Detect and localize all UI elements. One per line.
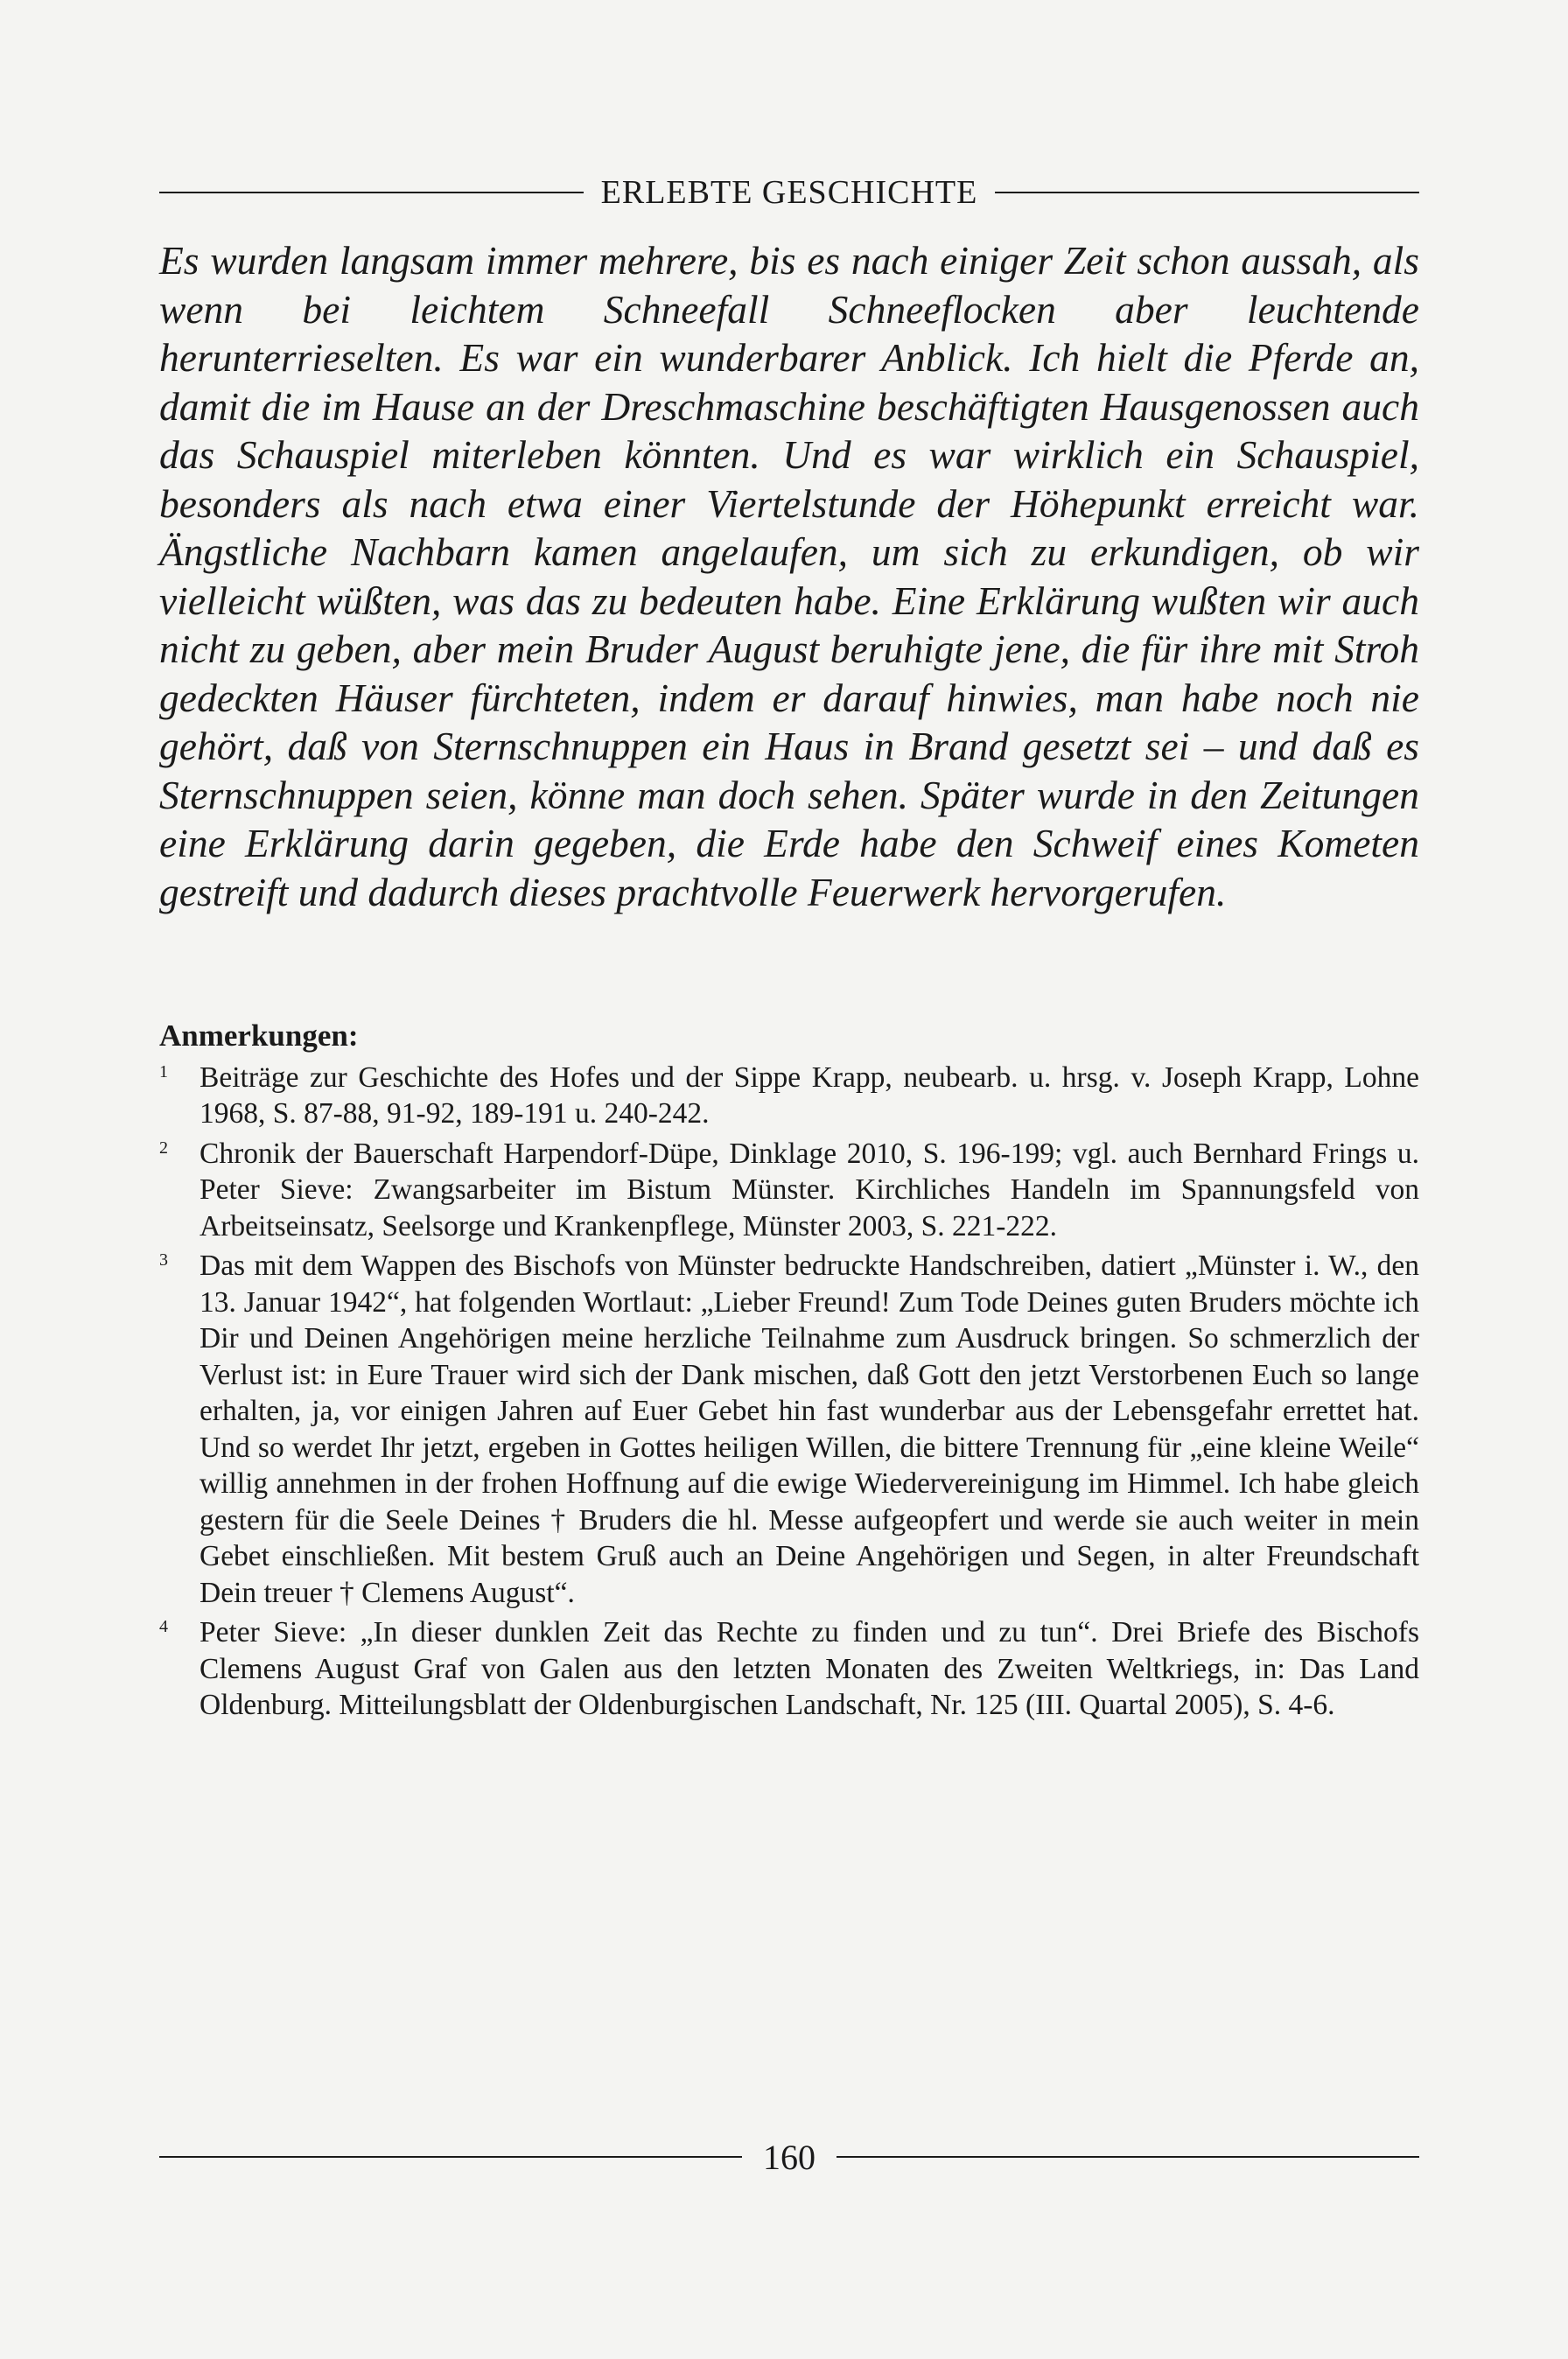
header-rule-left <box>159 192 584 193</box>
note-item <box>159 1136 1419 1245</box>
running-header <box>159 166 1419 219</box>
note-item <box>159 1060 1419 1132</box>
note-number: 2 <box>159 1138 168 1158</box>
notes-heading: Anmerkungen: <box>159 1018 359 1053</box>
note-item <box>159 1248 1419 1611</box>
story-text-block <box>159 236 1419 916</box>
header-rule-right <box>995 192 1419 193</box>
footer-rule-right <box>836 2156 1419 2158</box>
story-paragraph: Es wurden langsam immer mehrere, bis es nach einiger Zeit schon aussah, als wenn bei leichtem Schneefall Schneeflocken aber leuchtende herunterrieselten. Es war ein wunderbarer Anblick. Ich hielt die Pferde an, damit die im Hause an der Dreschmaschine beschäftigten Hausgenossen auch das Schauspiel miterleben könnten. Und es war wirklich ein Schauspiel, besonders als nach etwa einer Viertelstunde der Höhepunkt erreicht war. Ängstliche Nachbarn kamen angelaufen, um sich zu erkundigen, ob wir vielleicht wüßten, was das zu bedeuten habe. Eine Erklärung wußten wir auch nicht zu geben, aber mein Bruder August beruhigte jene, die für ihre mit Stroh gedeckten Häuser fürchteten, indem er darauf hinwies, man habe noch nie gehört, daß von Sternschnuppen ein Haus in Brand gesetzt sei – und daß es Sternschnuppen seien, könne man doch sehen. Später wurde in den Zeitungen eine Erklärung darin gegeben, die Erde habe den Schweif eines Kometen gestreift und dadurch dieses prachtvolle Feuerwerk hervorgerufen. <box>159 238 1419 914</box>
footer-rule-left <box>159 2156 742 2158</box>
note-number: 3 <box>159 1250 168 1270</box>
note-text: Chronik der Bauerschaft Harpendorf-Düpe, Dinklage 2010, S. 196-199; vgl. auch Bernhard Frings u. Peter Sieve: Zwangsarbeiter im Bistum Münster. Kirchliches Handeln im Spannungsfeld von Arbeitseinsatz, Seelsorge und Krankenpflege, Münster 2003, S. 221-222. <box>200 1137 1419 1242</box>
note-item <box>159 1614 1419 1724</box>
note-text: Das mit dem Wappen des Bischofs von Münster bedruckte Handschreiben, datiert „Münster i. W., den 13. Januar 1942“, hat folgenden Wortlaut: „Lieber Freund! Zum Tode Deines guten Bruders möchte ich Dir und Deinen Angehörigen meine herzliche Teilnahme zum Ausdruck bringen. So schmerzlich der Verlust ist: in Eure Trauer wird sich der Dank mischen, daß Gott den jetzt Verstorbenen Euch so lange erhalten, ja, vor einigen Jahren auf Euer Gebet hin fast wunderbar aus der Lebensgefahr errettet hat. Und so werdet Ihr jetzt, ergeben in Gottes heiligen Willen, die bittere Trennung für „eine kleine Weile“ willig annehmen in der frohen Hoffnung auf die ewige Wiedervereinigung im Himmel. Ich habe gleich gestern für die Seele Deines † Bruders die hl. Messe aufgeopfert und werde sie auch weiter in mein Gebet einschließen. Mit bestem Gruß auch an Deine Angehörigen und Segen, in alter Freundschaft Dein treuer † Clemens August“. <box>200 1250 1419 1609</box>
note-text: Beiträge zur Geschichte des Hofes und der Sippe Krapp, neubearb. u. hrsg. v. Joseph Krapp, Lohne 1968, S. 87-88, 91-92, 189-191 u. 240-242. <box>200 1060 1419 1130</box>
notes-section <box>159 1018 1419 1727</box>
page-footer <box>159 2131 1419 2183</box>
note-number: 1 <box>159 1061 168 1082</box>
note-text: Peter Sieve: „In dieser dunklen Zeit das Rechte zu finden und zu tun“. Drei Briefe des Bischofs Clemens August Graf von Galen aus den letzten Monaten des Zweiten Weltkriegs, in: Das Land Oldenburg. Mitteilungsblatt der Oldenburgischen Landschaft, Nr. 125 (III. Quartal 2005), S. 4-6. <box>200 1616 1419 1721</box>
page-number: 160 <box>763 2137 816 2177</box>
note-number: 4 <box>159 1617 168 1636</box>
header-title: ERLEBTE GESCHICHTE <box>600 174 978 211</box>
